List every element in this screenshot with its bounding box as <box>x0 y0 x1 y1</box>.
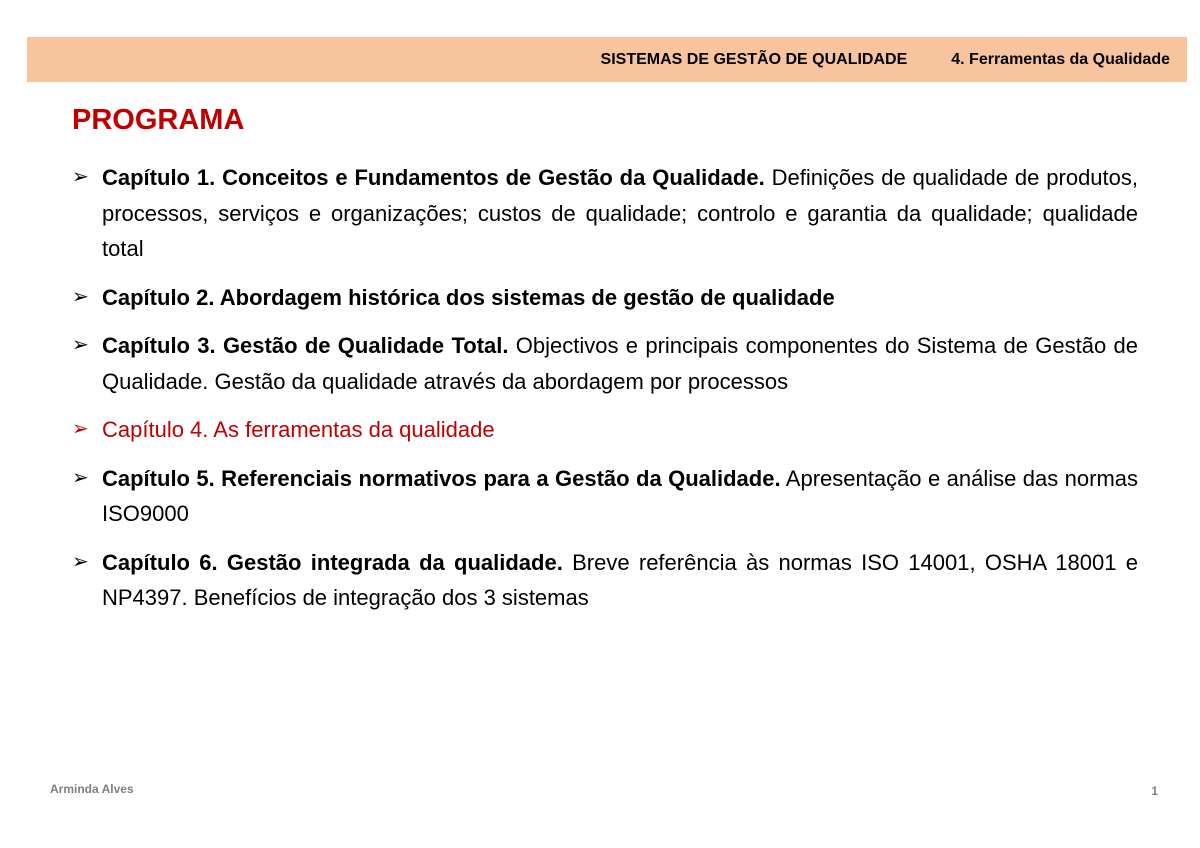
chapter-heading: Capítulo 3. Gestão de Qualidade Total. <box>102 333 509 358</box>
arrow-bullet-icon: ➢ <box>72 466 89 489</box>
header-section-title: 4. Ferramentas da Qualidade <box>951 50 1170 68</box>
chapter-description: Apresentação e análise das normas ISO9000 <box>102 465 1139 526</box>
chapter-heading: Capítulo 5. Referenciais normativos para a Gestão da Qualidade. <box>102 465 781 491</box>
arrow-bullet-icon: ➢ <box>72 418 89 440</box>
arrow-bullet-icon: ➢ <box>72 166 89 188</box>
chapter-heading: Capítulo 1. Conceitos e Fundamentos de Gestão da Qualidade. <box>102 165 765 190</box>
arrow-bullet-icon: ➢ <box>72 285 89 308</box>
footer-author: Arminda Alves <box>50 782 134 796</box>
chapter-description: Breve referência às normas ISO 14001, OSHA 18001 e NP4397. Benefícios de integração dos 3 sistemas <box>102 549 1138 610</box>
chapter-item-2 <box>72 280 1138 316</box>
header-course-title: SISTEMAS DE GESTÃO DE QUALIDADE <box>600 50 908 68</box>
chapter-heading: Capítulo 6. Gestão integrada da qualidade. <box>102 549 563 575</box>
chapter-list <box>72 160 1138 629</box>
chapter-description: Definições de qualidade de produtos, processos, serviços e organizações; custos de qualidade; controlo e garantia da qualidade; qualidade total <box>102 165 1139 261</box>
chapter-description: Objectivos e principais componentes do Sistema de Gestão de Qualidade. Gestão da qualidade através da abordagem por processos <box>102 333 1138 394</box>
chapter-item-4-current <box>72 412 1138 448</box>
chapter-item-5 <box>72 461 1138 532</box>
chapter-item-6 <box>72 545 1138 616</box>
chapter-heading: Capítulo 4. As ferramentas da qualidade <box>102 417 495 442</box>
arrow-bullet-icon: ➢ <box>72 334 89 356</box>
header-bar <box>27 37 1187 82</box>
page-title: PROGRAMA <box>72 104 245 136</box>
chapter-item-3 <box>72 328 1138 399</box>
page-number: 1 <box>1151 784 1158 798</box>
chapter-heading: Capítulo 2. Abordagem histórica dos sistemas de gestão de qualidade <box>102 284 835 310</box>
arrow-bullet-icon: ➢ <box>72 550 89 573</box>
chapter-item-1 <box>72 160 1138 267</box>
